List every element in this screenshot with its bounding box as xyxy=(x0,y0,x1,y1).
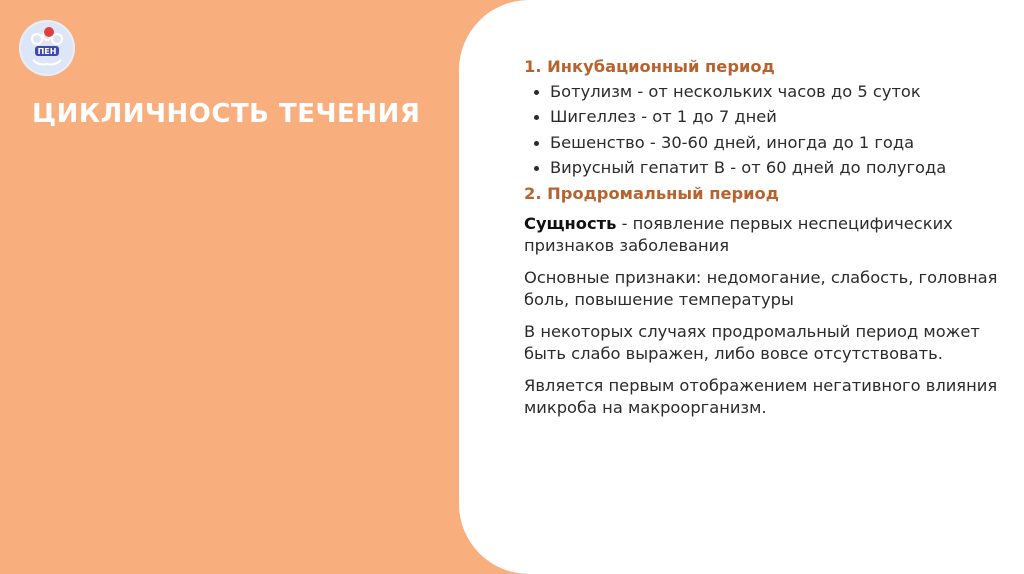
list-item-text: Шигеллез - от 1 до 7 дней xyxy=(550,107,777,126)
list-item-text: Вирусный гепатит В - от 60 дней до полугода xyxy=(550,158,947,177)
incubation-list xyxy=(524,81,1004,179)
list-item xyxy=(524,157,1004,179)
list-item xyxy=(524,132,1004,154)
essence-label: Сущность xyxy=(524,214,617,233)
logo xyxy=(19,20,75,76)
content xyxy=(524,56,1004,429)
bullet-icon xyxy=(534,166,539,171)
paragraph: Основные признаки: недомогание, слабость, головная боль, повышение температуры xyxy=(524,268,998,309)
bullet-icon xyxy=(534,90,539,95)
list-item-text: Бешенство - 30-60 дней, иногда до 1 года xyxy=(550,132,915,152)
bullet-icon xyxy=(534,115,539,120)
logo-text: ПЕН xyxy=(37,47,57,56)
bullet-icon xyxy=(534,141,539,146)
heading-prodromal: 2. Продромальный период xyxy=(524,183,779,203)
essence-text: - появление первых неспецифических признаков заболевания xyxy=(524,214,953,255)
paragraph: В некоторых случаях продромальный период может быть слабо выражен, либо вовсе отсутствовать. xyxy=(524,322,980,363)
heading-incubation: 1. Инкубационный период xyxy=(524,57,775,76)
essence-paragraph xyxy=(524,213,1004,256)
list-item xyxy=(524,106,1004,128)
list-item xyxy=(524,81,1004,103)
paragraph: Является первым отображением негативного влияния микроба на макроорганизм. xyxy=(524,376,998,417)
slide-title: ЦИКЛИЧНОСТЬ ТЕЧЕНИЯ xyxy=(32,99,421,129)
list-item-text: Ботулизм - от нескольких часов до 5 суток xyxy=(550,81,921,101)
logo-badge-icon xyxy=(23,24,71,72)
